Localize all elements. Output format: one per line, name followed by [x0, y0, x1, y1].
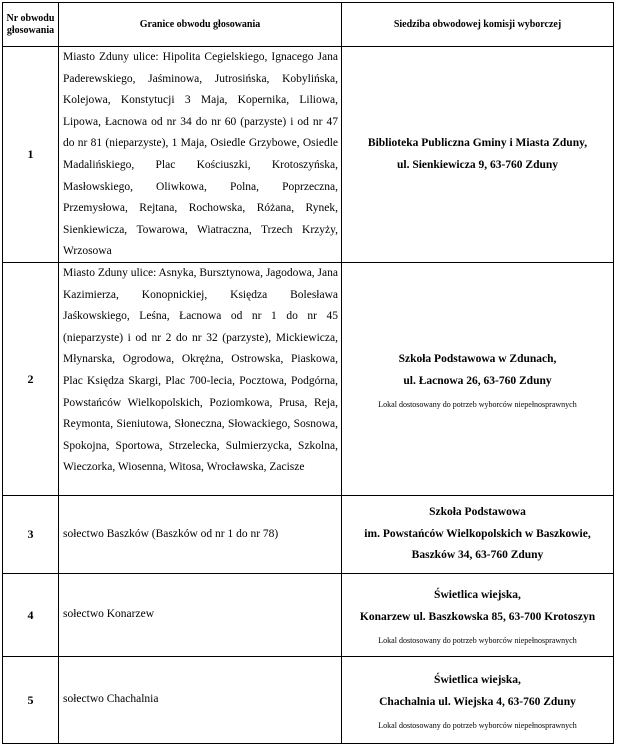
commission-seat: [342, 263, 613, 495]
seat-name-line2: im. Powstańców Wielkopolskich w Baszkowie,: [364, 527, 591, 540]
commission-seat: [342, 47, 613, 262]
polling-districts-table: [2, 2, 614, 744]
accessibility-note: Lokal dostosowany do potrzeb wyborców niepełnosprawnych: [378, 636, 577, 645]
district-boundaries: Miasto Zduny ulice: Asnyka, Bursztynowa, Jagodowa, Jana Kazimierza, Konopnickiej, Księdza Bolesława Jaśkowskiego, Leśna, Łacnowa od nr 1 do nr 45 (nieparzyste) i od nr 2 do nr 32 (parzyste), Mickiewicza, Młynarska, Ogrodowa, Okrężna, Ostrowska, Piaskowa, Plac Księdza Skargi, Plac 700-lecia, Pocztowa, Podgórna, Powstańców Wielkopolskich, Poziomkowa, Prusa, Reja, Reymonta, Sieniutowa, Słoneczna, Słowackiego, Sosnowa, Spokojna, Sportowa, Strzelecka, Sulmierzycka, Szkolna, Wieczorka, Wiosenna, Witosa, Wrocławska, Zacisze: [59, 263, 342, 495]
table-header-row: [3, 3, 613, 47]
district-number: 3: [3, 496, 59, 573]
commission-seat: [342, 574, 613, 656]
district-number: 1: [3, 47, 59, 262]
accessibility-note: Lokal dostosowany do potrzeb wyborców niepełnosprawnych: [378, 721, 577, 730]
seat-address: Baszków 34, 63-760 Zduny: [411, 549, 544, 562]
district-boundaries: Miasto Zduny ulice: Hipolita Cegielskiego, Ignacego Jana Paderewskiego, Jaśminowa, Jutrosińska, Kobylińska, Kolejowa, Konstytucji 3 Maja, Kopernika, Liliowa, Lipowa, Łacnowa od nr 34 do nr 60 (parzyste) i od nr 47 do nr 81 (nieparzyste), 1 Maja, Osiedle Grzybowe, Osiedle Madalińskiego, Plac Kościuszki, Krotoszyńska, Masłowskiego, Oliwkowa, Polna, Poprzeczna, Przemysłowa, Rejtana, Rochowska, Różana, Rynek, Sienkiewicza, Towarowa, Wiatraczna, Trzech Krzyży, Wrzosowa: [59, 47, 342, 262]
seat-address: ul. Sienkiewicza 9, 63-760 Zduny: [396, 158, 559, 171]
table-row: [3, 496, 613, 574]
seat-name: Świetlica wiejska,: [434, 589, 521, 601]
seat-name: Świetlica wiejska,: [434, 674, 521, 686]
seat-name: Szkoła Podstawowa: [429, 506, 526, 519]
commission-seat: [342, 496, 613, 573]
seat-address: Chachalnia ul. Wiejska 4, 63-760 Zduny: [379, 695, 576, 708]
commission-seat: [342, 657, 613, 743]
table-row: [3, 263, 613, 496]
district-number: 4: [3, 574, 59, 656]
seat-name: Biblioteka Publiczna Gminy i Miasta Zduny,: [367, 137, 588, 149]
table-row: [3, 47, 613, 263]
seat-address: Konarzew ul. Baszkowska 85, 63-700 Krotoszyn: [359, 610, 596, 623]
seat-name: Szkoła Podstawowa w Zdunach,: [398, 353, 557, 365]
district-boundaries: sołectwo Konarzew: [59, 574, 342, 656]
district-number: 2: [3, 263, 59, 495]
header-district-boundaries: Granice obwodu głosowania: [59, 3, 342, 46]
table-row: [3, 574, 613, 657]
district-boundaries: sołectwo Chachalnia: [59, 657, 342, 743]
table-row: [3, 657, 613, 743]
seat-address: ul. Łacnowa 26, 63-760 Zduny: [403, 374, 552, 387]
district-number: 5: [3, 657, 59, 743]
header-district-number: Nr obwodu głosowania: [3, 3, 59, 46]
district-boundaries: sołectwo Baszków (Baszków od nr 1 do nr 78): [59, 496, 342, 573]
accessibility-note: Lokal dostosowany do potrzeb wyborców niepełnosprawnych: [378, 400, 577, 409]
header-commission-seat: Siedziba obwodowej komisji wyborczej: [393, 19, 562, 30]
